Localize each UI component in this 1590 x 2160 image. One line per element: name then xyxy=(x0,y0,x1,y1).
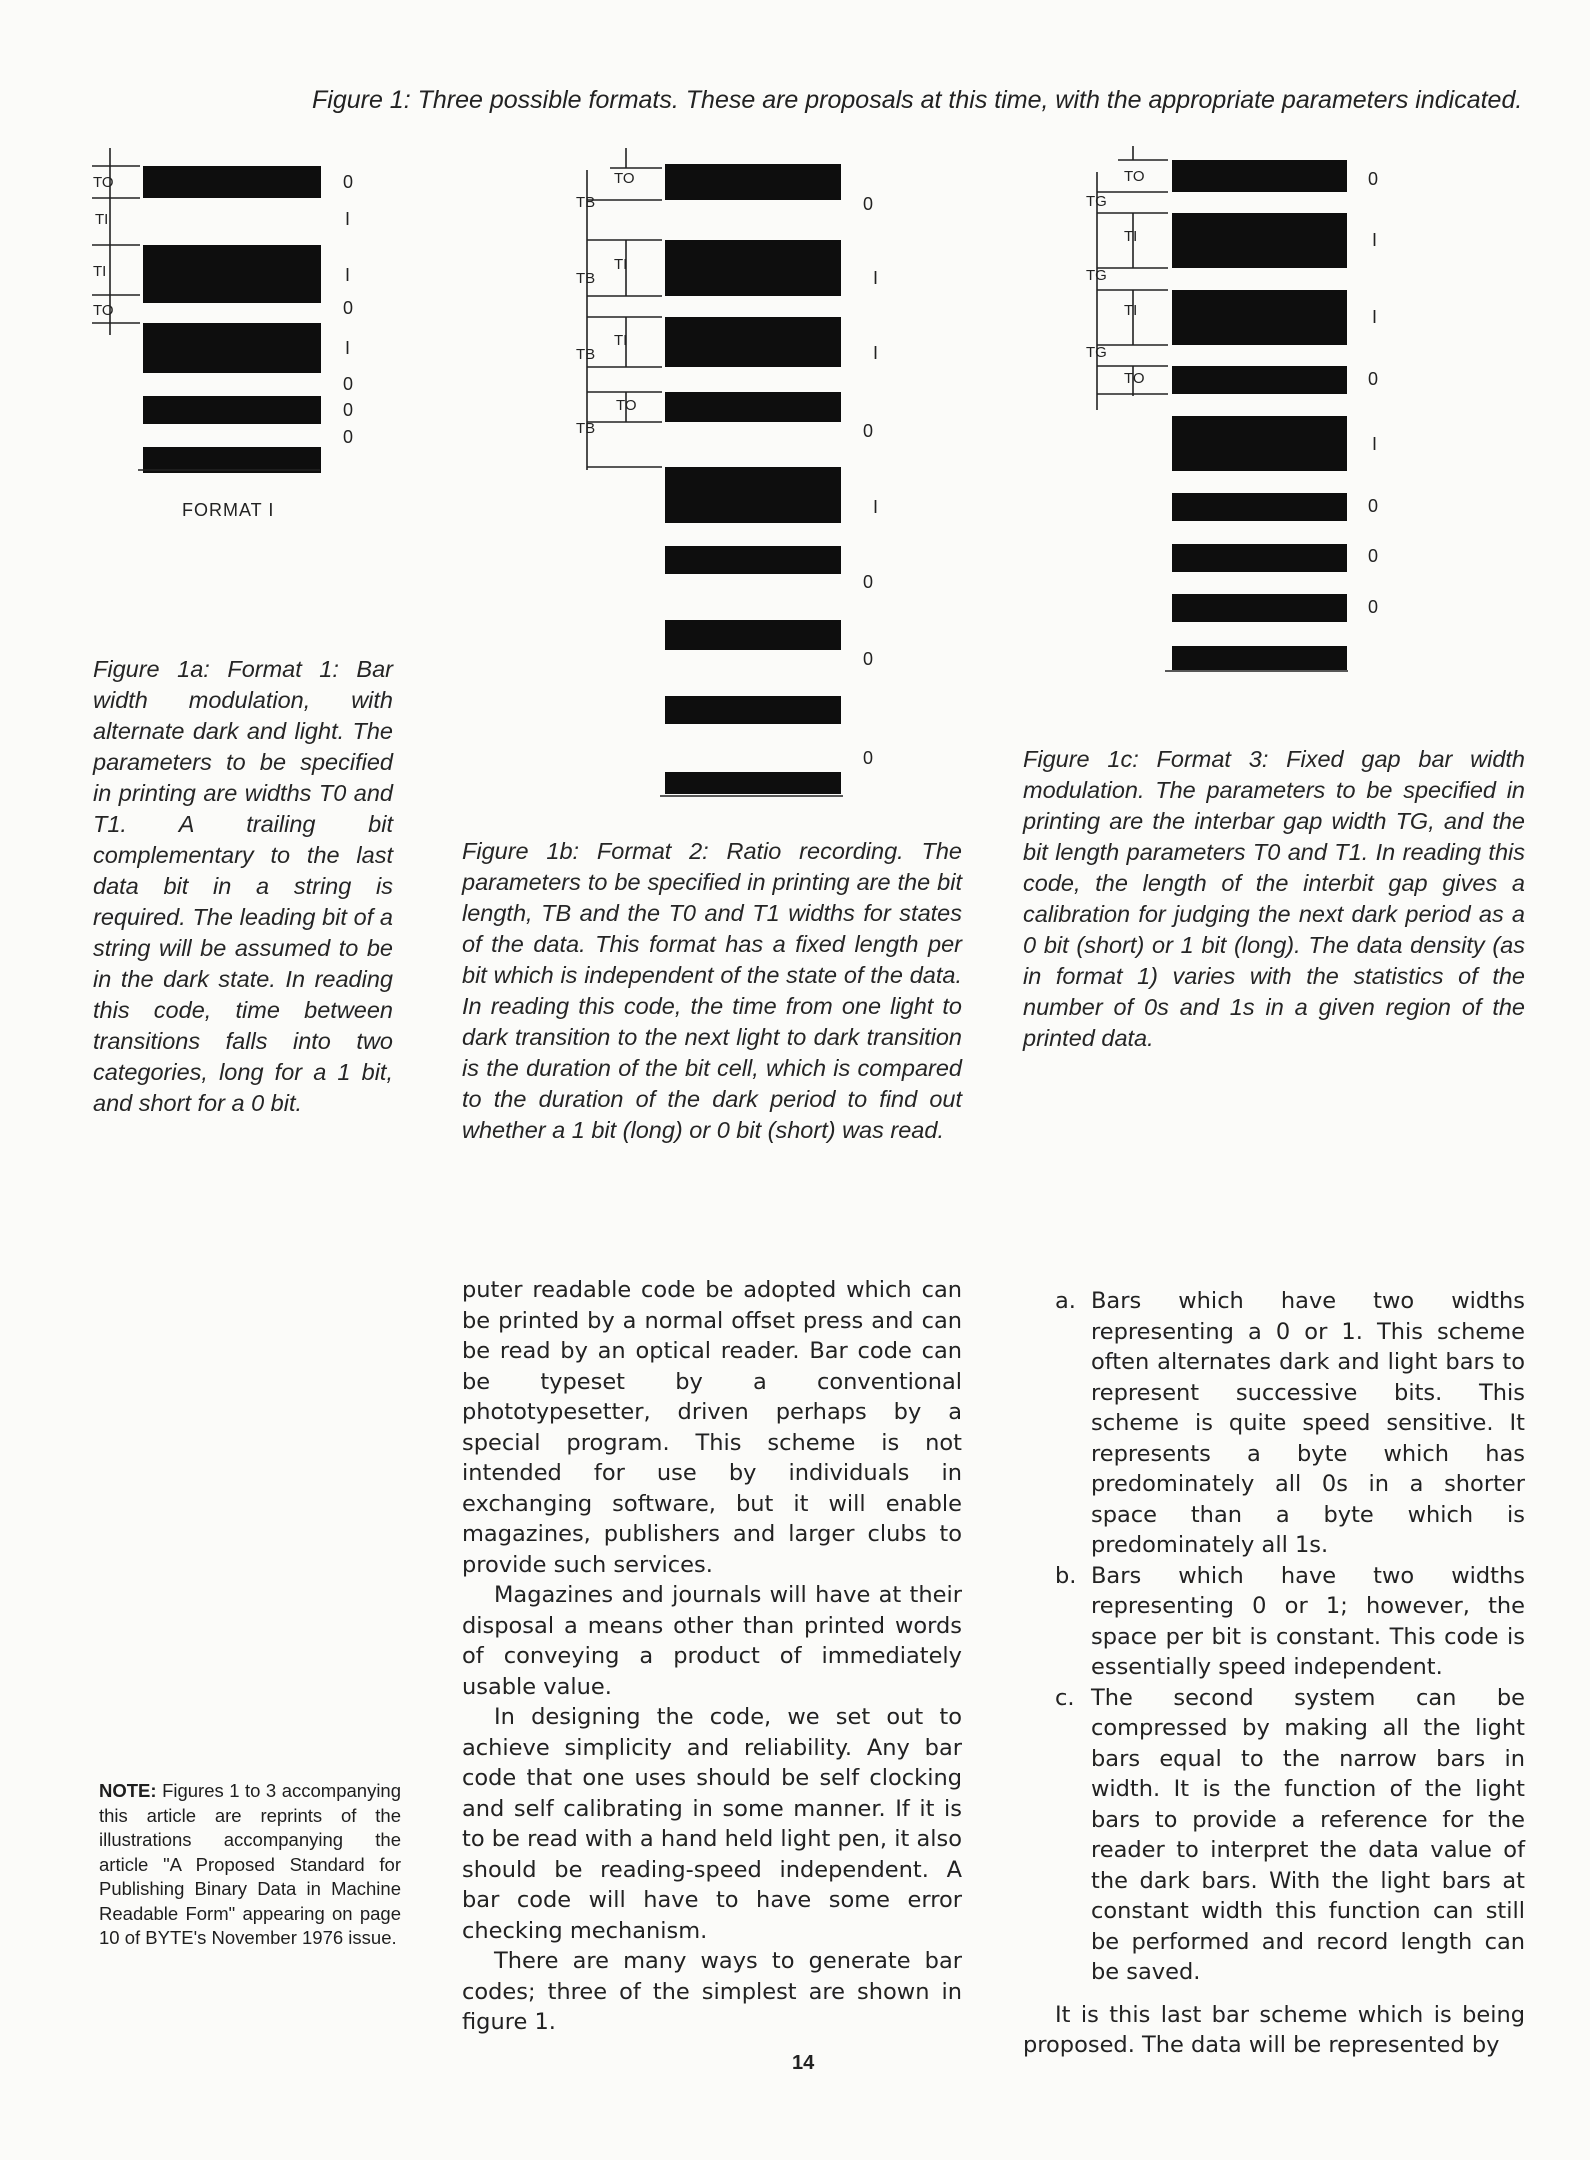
format1-bit: I xyxy=(345,209,351,229)
format2-bit: 0 xyxy=(863,748,874,768)
format2-bit: I xyxy=(873,268,879,288)
format1-dim-label: TI xyxy=(93,263,107,280)
format3-bit: 0 xyxy=(1368,496,1379,516)
paragraph: There are many ways to generate bar codes; three of the simplest are shown in figure 1. xyxy=(462,1948,962,2035)
format2-dim-label: TB xyxy=(576,346,596,363)
list-marker: a. xyxy=(1055,1288,1076,1314)
format1-bit: 0 xyxy=(343,298,354,318)
format2-bit: 0 xyxy=(863,421,874,441)
format2-dim-label: TB xyxy=(576,420,596,437)
format3-dim-label: TI xyxy=(1124,302,1138,319)
format2-bit: 0 xyxy=(863,649,874,669)
format1-bit: I xyxy=(345,338,351,358)
list-item xyxy=(1023,1286,1525,1561)
format3-bit: 0 xyxy=(1368,169,1379,189)
format1-bit: 0 xyxy=(343,172,354,192)
page-number: 14 xyxy=(792,2052,815,2074)
format2-dim-label: TB xyxy=(576,194,596,211)
middle-column xyxy=(462,1275,962,2038)
format2-dim-label: TI xyxy=(614,256,628,273)
format1-dim-label: TO xyxy=(93,302,114,319)
format1-bit: 0 xyxy=(343,374,354,394)
paragraph: In designing the code, we set out to achieve simplicity and reliability. Any bar code that one uses should be self clocking and self calibrating in some manner. If it is to be read with a hand held light pen, it also should be reading-speed independent. A bar code will have to have some error checking mechanism. xyxy=(462,1704,962,1944)
format1-caption: Figure 1a: Format 1: Bar width modulation, with alternate dark and light. The parameters to be specified in printing are widths T0 and T1. A trailing bit complementary to the last data bit in a string is required. The leading bit of a string will be assumed to be in the dark state. In reading this code, time between transitions falls into two categories, long for a 1 bit, and short for a 0 bit. xyxy=(93,656,393,1116)
format2-dim-label: TB xyxy=(576,270,596,287)
format3-caption: Figure 1c: Format 3: Fixed gap bar width modulation. The parameters to be specified in printing are the interbar gap width TG, and the bit length parameters T0 and T1. In reading this code, the length of the interbit gap gives a calibration for judging the next dark period as a 0 bit (short) or 1 bit (long). The data density (as in format 1) varies with the statistics of the number of 0s and 1s in a given region of the printed data. xyxy=(1023,746,1525,1051)
format3-bit: 0 xyxy=(1368,546,1379,566)
format2-dim-label: TO xyxy=(616,397,637,414)
paragraph: puter readable code be adopted which can be printed by a normal offset press and can be read by an optical reader. Bar code can be typeset by a conventional phototypesetter, driven perhaps by a special program. This scheme is not intended for use by individuals in exchanging software, but it will enable magazines, publishers and larger clubs to provide such services. xyxy=(462,1277,962,1578)
list-item xyxy=(1023,1561,1525,1683)
format2-dim-label: TI xyxy=(614,332,628,349)
format3-bit: 0 xyxy=(1368,369,1379,389)
format3-bit: I xyxy=(1372,230,1378,250)
format3-dim-label: TO xyxy=(1124,168,1145,185)
format3-bit: I xyxy=(1372,434,1378,454)
format2-bit: I xyxy=(873,343,879,363)
format1-dim-label: TI xyxy=(95,211,109,228)
format3-dim-label: TG xyxy=(1086,344,1107,361)
format3-dim-label: TO xyxy=(1124,370,1145,387)
format2-caption: Figure 1b: Format 2: Ratio recording. The parameters to be specified in printing are the bit length, TB and the T0 and T1 widths for states of the data. This format has a fixed length per bit which is independent of the state of the data. In reading this code, the time from one light to dark transition to the next light to dark transition is the duration of the bit cell, which is compared to the duration of the dark period to find out whether a 1 bit (long) or 0 bit (short) was read. xyxy=(462,838,962,1143)
figure-title: Figure 1: Three possible formats. These are proposals at this time, with the appropriate parameters indicated. xyxy=(312,86,1523,114)
note-text: Figures 1 to 3 accompanying this article are reprints of the illustrations accompanying the article "A Proposed Standard for Publishing Binary Data in Machine Readable Form" appearing on page 10 of BYTE's November 1976 issue. xyxy=(99,1780,402,1948)
reprint-note xyxy=(99,1779,401,1951)
closing-paragraph: It is this last bar scheme which is being proposed. The data will be represented by xyxy=(1023,2001,1525,2058)
format3-dim-label: TI xyxy=(1124,228,1138,245)
format1-dim-label: TO xyxy=(93,174,114,191)
format3-dim-label: TG xyxy=(1086,193,1107,210)
note-lead: NOTE: xyxy=(99,1780,157,1801)
format1-bit: I xyxy=(345,265,351,285)
format2-bit: 0 xyxy=(863,194,874,214)
list-item xyxy=(1023,1683,1525,1988)
list-item-text: Bars which have two widths representing 0 or 1; however, the space per bit is constant. This code is essentially speed independent. xyxy=(1091,1562,1525,1680)
paragraph: Magazines and journals will have at their disposal a means other than printed words of conveying a product of immediately usable value. xyxy=(462,1582,962,1700)
format3-bit: 0 xyxy=(1368,597,1379,617)
format3-dim-label: TG xyxy=(1086,267,1107,284)
format2-bit: 0 xyxy=(863,572,874,592)
list-marker: c. xyxy=(1055,1684,1075,1711)
list-item-text: Bars which have two widths representing a 0 or 1. This scheme often alternates dark and light bars to represent successive bits. This scheme is quite speed sensitive. It represents a byte which has predominately all 0s in a shorter space than a byte which is predominately all 1s. xyxy=(1091,1288,1525,1558)
right-column xyxy=(1023,1286,1525,2061)
format1-bit: 0 xyxy=(343,427,354,447)
format2-dim-label: TO xyxy=(614,170,635,187)
format1-bit: 0 xyxy=(343,400,354,420)
format2-bit: I xyxy=(873,497,879,517)
list-marker: b. xyxy=(1055,1562,1077,1589)
format1-label: FORMAT I xyxy=(182,500,275,520)
list-item-text: The second system can be compressed by making all the light bars equal to the narrow bars in width. It is the function of the light bars to provide a reference for the reader to interpret the data value of the dark bars. With the light bars at constant width this function can still be performed and record length can be saved. xyxy=(1091,1684,1525,1985)
format3-bit: I xyxy=(1372,307,1378,327)
